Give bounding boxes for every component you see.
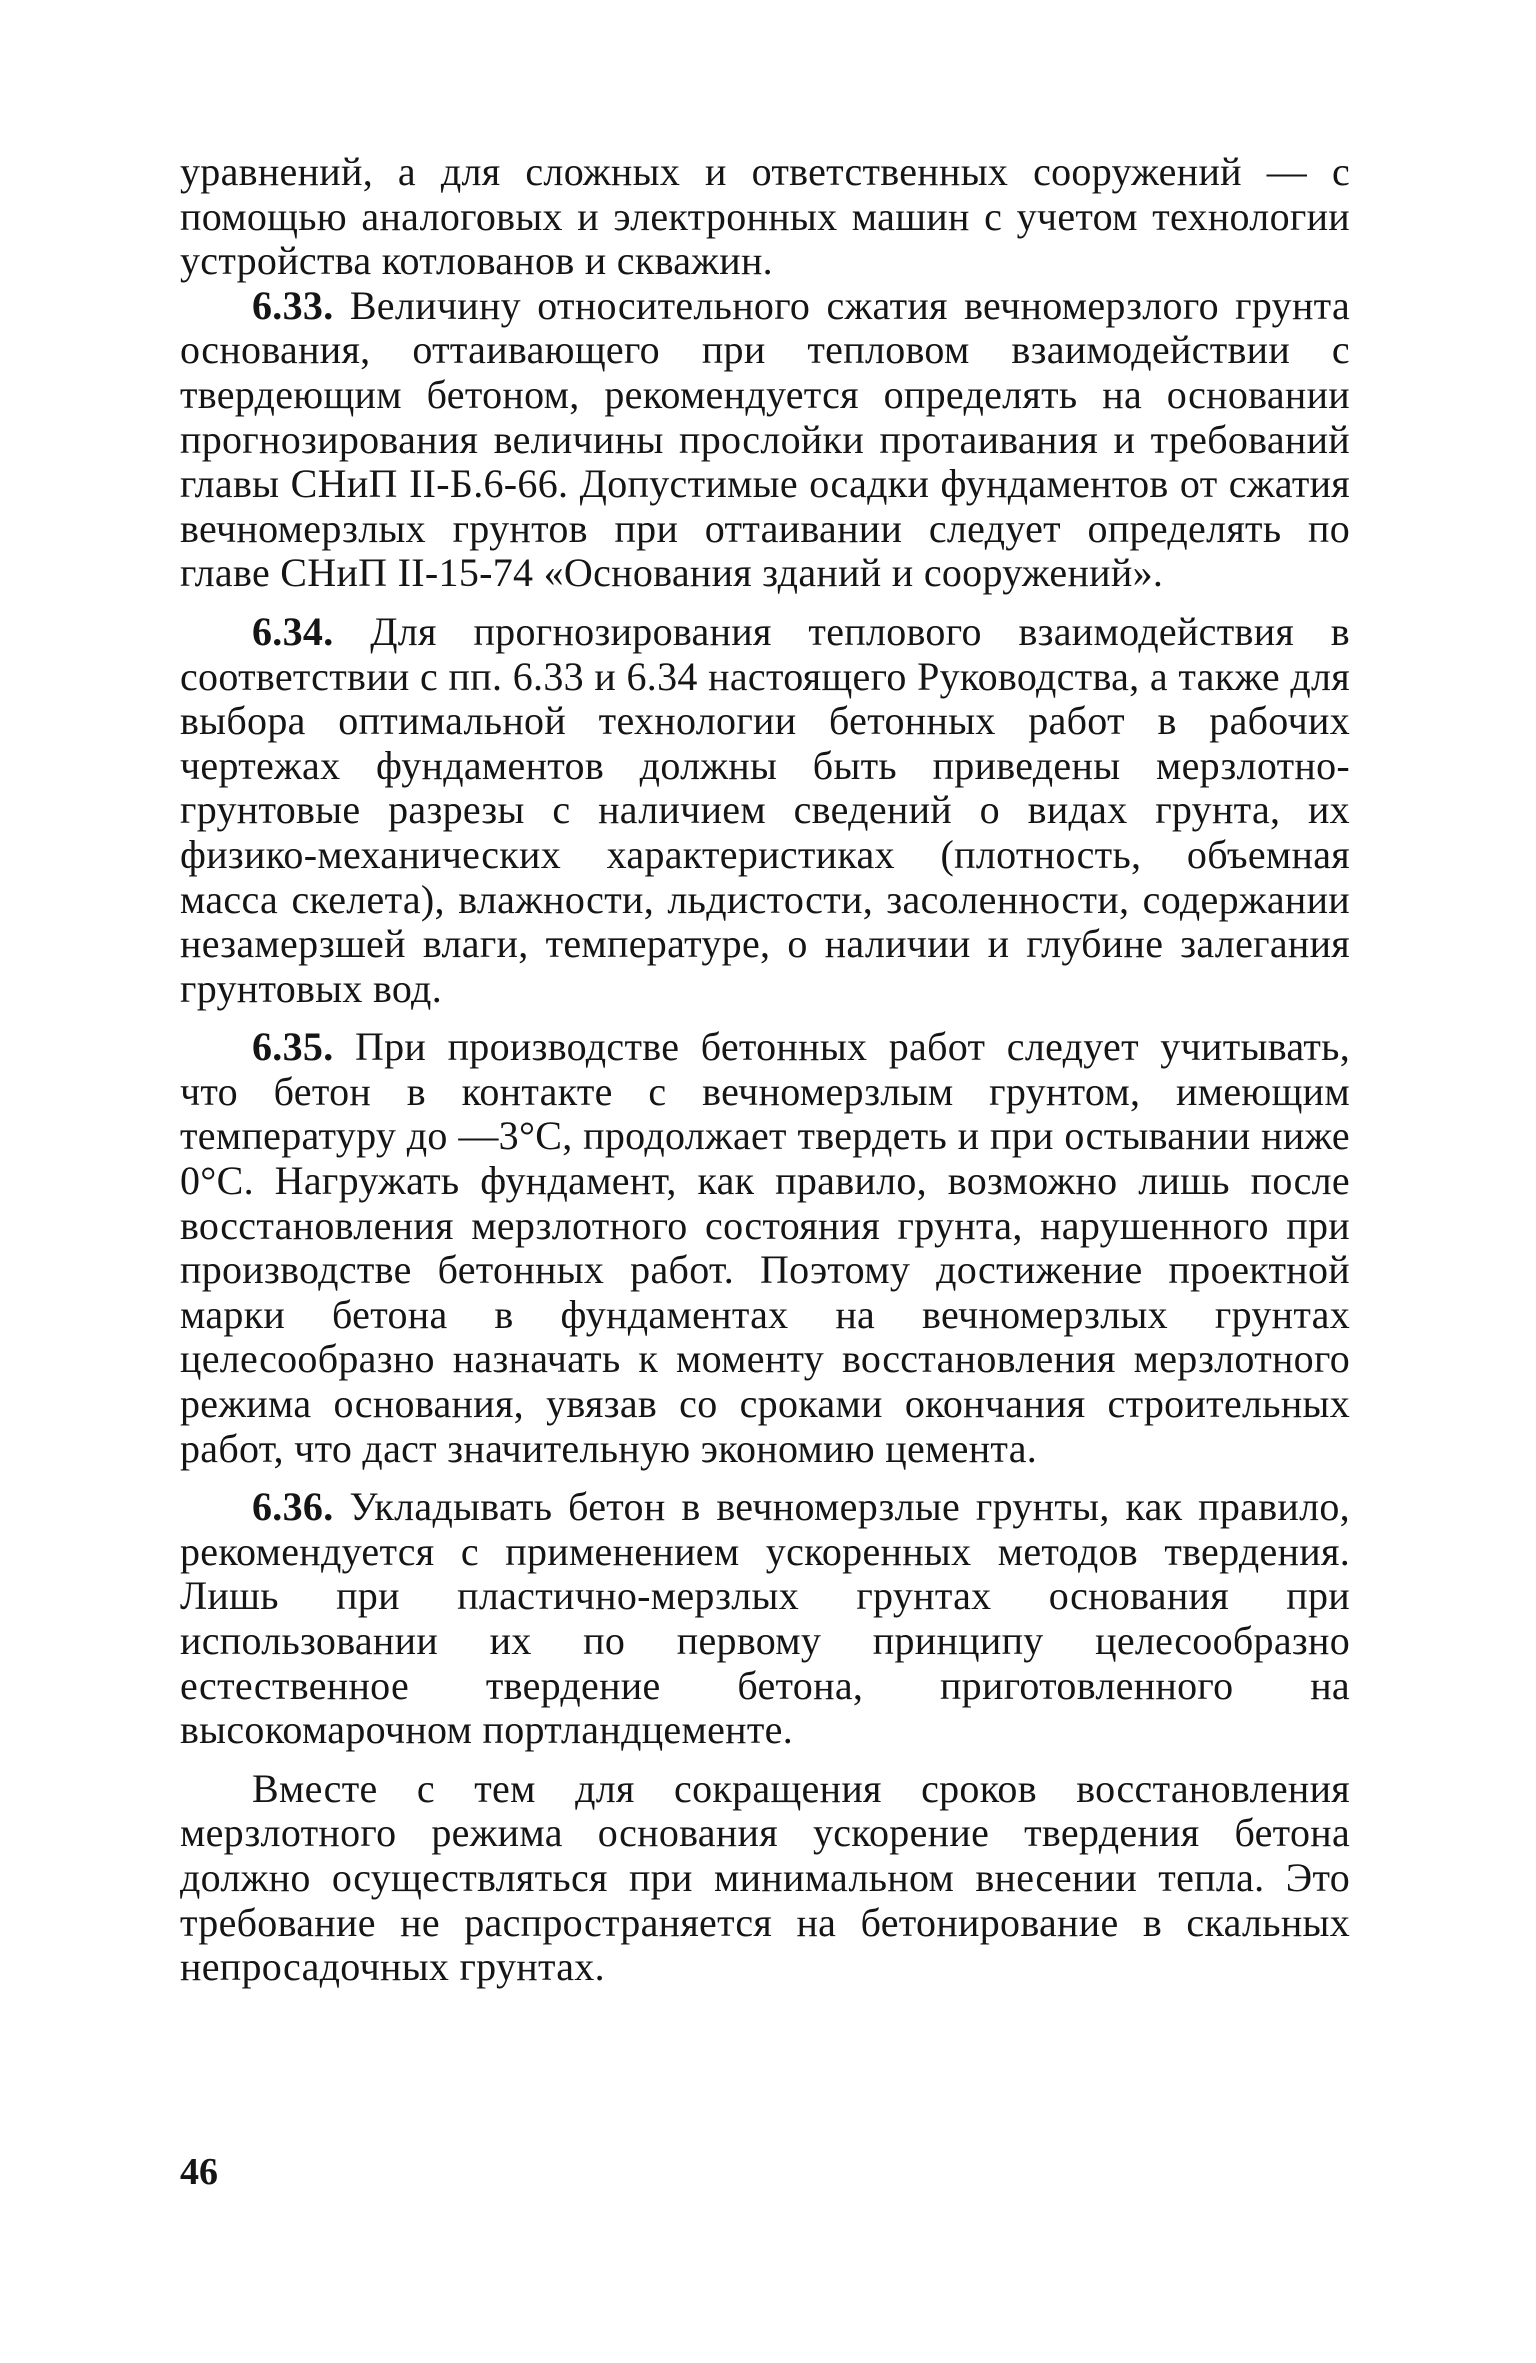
intro-paragraph: уравнений, а для сложных и ответственных сооружений — с помощью аналоговых и электронных машин с учетом технологии устройства котлованов и скважин.	[180, 149, 1350, 284]
document-page	[180, 150, 1350, 1990]
section-number: 6.34.	[252, 608, 334, 654]
section-6-35	[180, 1025, 1350, 1471]
section-number: 6.36.	[252, 1484, 334, 1530]
section-number: 6.35.	[252, 1024, 334, 1070]
section-6-33	[180, 284, 1350, 596]
section-text: Величину относительного сжатия вечномерзлого грунта основания, оттаивающего при тепловом взаимодействии с твердеющим бетоном, рекомендуется определять на основании прогнозирования величины прослойки протаивания и требований главы СНиП II-Б.6-66. Допустимые осадки фундаментов от сжатия вечномерзлых грунтов при оттаивании следует определять по главе СНиП II-15-74 «Основания зданий и сооружений».	[180, 282, 1350, 596]
closing-paragraph: Вместе с тем для сокращения сроков восстановления мерзлотного режима основания ускорение твердения бетона должно осуществляться при минимальном внесении тепла. Это требование не распространяется на бетонирование в скальных непросадочных грунтах.	[180, 1765, 1350, 1990]
page-number: 46	[180, 2151, 218, 2193]
section-6-36	[180, 1485, 1350, 1753]
section-text: Укладывать бетон в вечномерзлые грунты, как правило, рекомендуется с применением ускоренных методов твердения. Лишь при пластично-мерзлых грунтах основания при использовании их по первому принципу целесообразно естественное твердение бетона, приготовленного на высокомарочном портландцементе.	[180, 1484, 1350, 1753]
section-number: 6.33.	[252, 282, 334, 328]
section-6-34	[180, 610, 1350, 1011]
section-text: Для прогнозирования теплового взаимодействия в соответствии с пп. 6.33 и 6.34 настоящего Руководства, а также для выбора оптимальной технологии бетонных работ в рабочих чертежах фундаментов должны быть приведены мерзлотно-грунтовые разрезы с наличием сведений о видах грунта, их физико-механических характеристиках (плотность, объемная масса скелета), влажности, льдистости, засоленности, содержании незамерзшей влаги, температуре, о наличии и глубине залегания грунтовых вод.	[180, 608, 1350, 1011]
section-text: При производстве бетонных работ следует учитывать, что бетон в контакте с вечномерзлым грунтом, имеющим температуру до —3°С, продолжает твердеть и при остывании ниже 0°С. Нагружать фундамент, как правило, возможно лишь после восстановления мерзлотного состояния грунта, нарушенного при производстве бетонных работ. Поэтому достижение проектной марки бетона в фундаментах на вечномерзлых грунтах целесообразно назначать к моменту восстановления мерзлотного режима основания, увязав со сроками окончания строительных работ, что даст значительную экономию цемента.	[180, 1024, 1350, 1471]
